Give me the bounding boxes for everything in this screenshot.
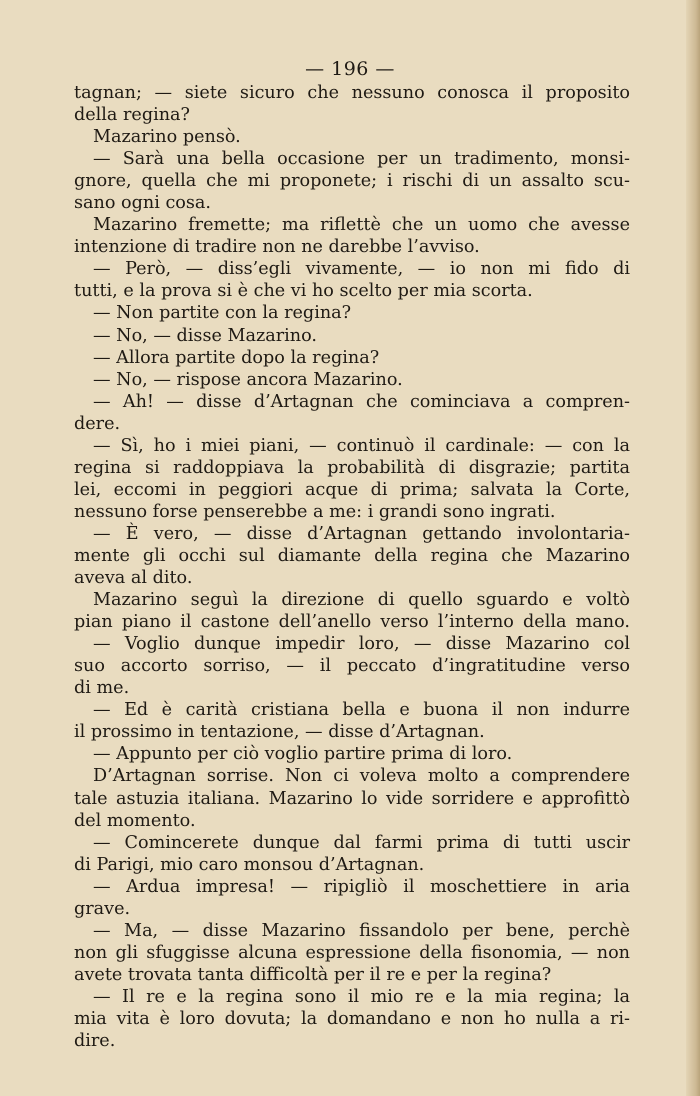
text-line: pian piano il castone dell’anello verso l’interno della mano.: [74, 612, 630, 633]
text-line: — Non partite con la regina?: [93, 303, 352, 324]
text-line: suo accorto sorriso, — il peccato d’ingratitudine verso: [74, 656, 630, 677]
text-line: intenzione di tradire non ne darebbe l’avviso.: [74, 237, 480, 258]
text-line: del momento.: [74, 810, 196, 831]
text-line: il prossimo in tentazione, — disse d’Artagnan.: [74, 722, 485, 743]
body-text: [74, 82, 630, 1052]
text-line: dire.: [74, 1031, 116, 1052]
text-line: Mazarino pensò.: [93, 127, 241, 148]
text-line: lei, eccomi in peggiori acque di prima; salvata la Corte,: [74, 479, 630, 500]
text-line: di Parigi, mio caro monsou d’Artagnan.: [74, 854, 425, 875]
text-line: — Sarà una bella occasione per un tradimento, monsi-: [93, 149, 630, 170]
text-line: della regina?: [74, 105, 190, 126]
text-line: — No, — rispose ancora Mazarino.: [93, 369, 403, 390]
text-line: Mazarino seguì la direzione di quello sguardo e voltò: [93, 590, 630, 611]
text-line: nessuno forse penserebbe a me: i grandi sono ingrati.: [74, 501, 556, 522]
text-line: — No, — disse Mazarino.: [93, 325, 318, 346]
text-line: avete trovata tanta difficoltà per il re e per la regina?: [74, 964, 552, 985]
text-line: tagnan; — siete sicuro che nessuno conosca il proposito: [74, 83, 630, 103]
text-line: mia vita è loro dovuta; la domandano e non ho nulla a ri-: [74, 1008, 630, 1029]
text-line: — Allora partite dopo la regina?: [93, 347, 380, 368]
text-line: — Ardua impresa! — ripigliò il moschettiere in aria: [93, 876, 630, 897]
page-edge: [686, 0, 700, 1096]
text-line: — Il re e la regina sono il mio re e la mia regina; la: [93, 986, 630, 1007]
text-line: — Comincerete dunque dal farmi prima di tutti uscir: [93, 832, 630, 853]
text-line: di me.: [74, 678, 130, 699]
text-line: tutti, e la prova si è che vi ho scelto per mia scorta.: [74, 281, 533, 302]
text-line: — Voglio dunque impedir loro, — disse Mazarino col: [93, 634, 630, 655]
text-line: — Appunto per ciò voglio partire prima di loro.: [93, 744, 513, 765]
text-line: grave.: [74, 898, 131, 919]
page-number: — 196 —: [305, 58, 395, 80]
text-line: — Però, — diss’egli vivamente, — io non mi fido di: [93, 259, 630, 280]
text-line: — Ed è carità cristiana bella e buona il non indurre: [93, 700, 630, 721]
text-line: mente gli occhi sul diamante della regina che Mazarino: [74, 545, 630, 566]
text-line: dere.: [74, 413, 121, 434]
text-line: tale astuzia italiana. Mazarino lo vide sorridere e approfittò: [74, 788, 630, 809]
text-line: aveva al dito.: [74, 568, 193, 589]
text-line: — Ma, — disse Mazarino fissandolo per bene, perchè: [93, 920, 630, 941]
text-line: — Ah! — disse d’Artagnan che cominciava a compren-: [93, 391, 630, 412]
text-line: — Sì, ho i miei piani, — continuò il cardinale: — con la: [93, 435, 630, 456]
text-line: — È vero, — disse d’Artagnan gettando involontaria-: [93, 523, 630, 544]
text-line: sano ogni cosa.: [74, 193, 211, 214]
text-line: D’Artagnan sorrise. Non ci voleva molto a comprendere: [93, 766, 630, 787]
text-line: regina si raddoppiava la probabilità di disgrazie; partita: [74, 457, 630, 478]
text-line: non gli sfuggisse alcuna espressione della fisonomia, — non: [74, 942, 630, 963]
text-line: Mazarino fremette; ma riflettè che un uomo che avesse: [93, 215, 630, 236]
text-line: gnore, quella che mi proponete; i rischi di un assalto scu-: [74, 171, 630, 192]
